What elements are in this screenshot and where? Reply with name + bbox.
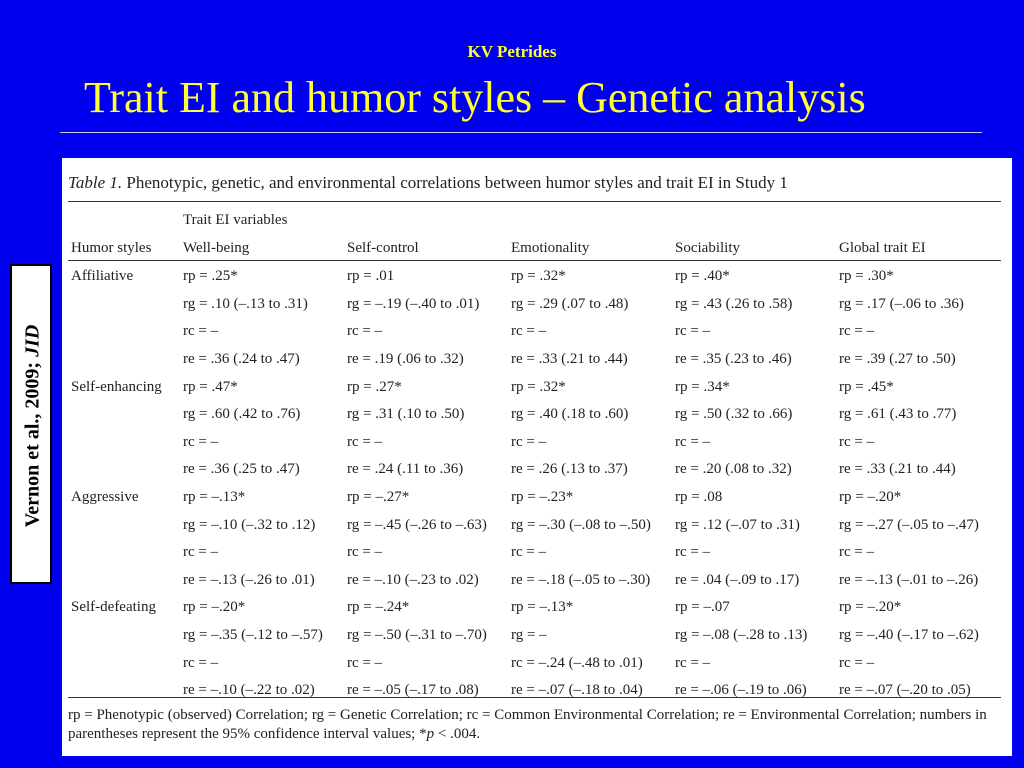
citation-authors: Vernon et al., 2009; [21, 356, 44, 528]
footnote-p: p [426, 726, 435, 742]
humor-style-blank [68, 677, 180, 705]
cell-global-trait-ei: rg = –.40 (–.17 to –.62) [839, 627, 979, 644]
table-row [68, 373, 1003, 401]
cell-global-trait-ei: rp = –.20* [839, 599, 902, 616]
cell-well-being: rg = .10 (–.13 to .31) [183, 295, 308, 312]
title-rule [60, 132, 982, 133]
cell-global-trait-ei: rp = .45* [839, 378, 894, 395]
cell-self-control: rc = – [347, 544, 383, 561]
cell-sociability: re = .04 (–.09 to .17) [675, 571, 800, 588]
col-head-humor-styles: Humor styles [71, 240, 152, 256]
col-head-sociability: Sociability [675, 240, 740, 256]
humor-style-blank [68, 622, 180, 650]
col-head-self-control: Self-control [347, 240, 419, 256]
cell-sociability: rc = – [675, 323, 711, 340]
table-caption-label: Table 1. [68, 173, 123, 192]
table-row [68, 622, 1003, 650]
group-header: Trait EI variables [183, 212, 288, 228]
slide-author: KV Petrides [467, 42, 557, 61]
footnote-tail: < .004. [434, 726, 481, 742]
table-row [68, 511, 1003, 539]
slide-title: Trait EI and humor styles – Genetic analysis [84, 73, 866, 122]
table-row [68, 677, 1003, 705]
cell-self-control: rc = – [347, 323, 383, 340]
cell-well-being: rp = –.20* [183, 599, 246, 616]
cell-well-being: rc = – [183, 544, 219, 561]
cell-self-control: re = –.05 (–.17 to .08) [347, 682, 479, 699]
cell-well-being: rp = .47* [183, 378, 238, 395]
table-panel [62, 158, 1012, 756]
cell-well-being: rp = .25* [183, 268, 238, 285]
cell-well-being: re = –.10 (–.22 to .02) [183, 682, 315, 699]
cell-well-being: rp = –.13* [183, 489, 246, 506]
col-head-global-trait-ei: Global trait EI [839, 240, 926, 256]
correlation-table [68, 263, 1003, 705]
cell-self-control: rg = –.45 (–.26 to –.63) [347, 516, 487, 533]
cell-sociability: rc = – [675, 433, 711, 450]
cell-sociability: rc = – [675, 654, 711, 671]
cell-emotionality: rp = .32* [511, 378, 566, 395]
cell-global-trait-ei: re = –.13 (–.01 to –.26) [839, 571, 979, 588]
cell-well-being: rg = .60 (.42 to .76) [183, 406, 301, 423]
table-row [68, 456, 1003, 484]
humor-style-blank [68, 346, 180, 374]
cell-well-being: rg = –.10 (–.32 to .12) [183, 516, 316, 533]
cell-global-trait-ei: rc = – [839, 544, 875, 561]
table-row [68, 346, 1003, 374]
humor-style-label: Affiliative [71, 268, 134, 285]
cell-self-control: rp = –.27* [347, 489, 410, 506]
table-row [68, 539, 1003, 567]
cell-global-trait-ei: rp = .30* [839, 268, 894, 285]
table-footnote [68, 706, 1008, 744]
cell-emotionality: rp = –.23* [511, 489, 574, 506]
col-head-well-being: Well-being [183, 240, 250, 256]
cell-emotionality: rp = –.13* [511, 599, 574, 616]
cell-well-being: rc = – [183, 433, 219, 450]
cell-self-control: rc = – [347, 433, 383, 450]
cell-sociability: rg = .12 (–.07 to .31) [675, 516, 800, 533]
cell-emotionality: rp = .32* [511, 268, 566, 285]
cell-global-trait-ei: rc = – [839, 433, 875, 450]
humor-style-blank [68, 456, 180, 484]
humor-style-blank [68, 567, 180, 595]
cell-well-being: re = .36 (.24 to .47) [183, 351, 300, 368]
table-row [68, 429, 1003, 457]
humor-style-blank [68, 539, 180, 567]
humor-style-blank [68, 318, 180, 346]
cell-well-being: rc = – [183, 323, 219, 340]
cell-emotionality: rc = – [511, 544, 547, 561]
humor-style-blank [68, 511, 180, 539]
cell-emotionality: rg = –.30 (–.08 to –.50) [511, 516, 651, 533]
cell-sociability: rp = .08 [675, 489, 723, 506]
cell-global-trait-ei: rc = – [839, 323, 875, 340]
cell-well-being: rg = –.35 (–.12 to –.57) [183, 627, 323, 644]
table-caption [68, 173, 788, 193]
cell-self-control: rc = – [347, 654, 383, 671]
cell-global-trait-ei: rc = – [839, 654, 875, 671]
cell-sociability: re = .20 (.08 to .32) [675, 461, 792, 478]
humor-style-blank [68, 401, 180, 429]
table-row [68, 318, 1003, 346]
humor-style-label: Self-enhancing [71, 378, 162, 395]
table-row [68, 567, 1003, 595]
cell-self-control: rp = .27* [347, 378, 402, 395]
cell-emotionality: rg = – [511, 627, 547, 644]
cell-self-control: re = .19 (.06 to .32) [347, 351, 464, 368]
table-row [68, 263, 1003, 291]
cell-global-trait-ei: re = –.07 (–.20 to .05) [839, 682, 971, 699]
cell-sociability: re = .35 (.23 to .46) [675, 351, 792, 368]
cell-emotionality: re = –.07 (–.18 to .04) [511, 682, 643, 699]
citation-box [10, 264, 52, 584]
cell-sociability: re = –.06 (–.19 to .06) [675, 682, 807, 699]
cell-emotionality: re = –.18 (–.05 to –.30) [511, 571, 651, 588]
header-rule [68, 260, 1001, 261]
cell-sociability: rg = .50 (.32 to .66) [675, 406, 793, 423]
humor-style-blank [68, 649, 180, 677]
table-row [68, 484, 1003, 512]
cell-global-trait-ei: rg = .61 (.43 to .77) [839, 406, 957, 423]
table-caption-text: Phenotypic, genetic, and environmental correlations between humor styles and trait EI in Study 1 [122, 173, 788, 192]
cell-self-control: rg = –.50 (–.31 to –.70) [347, 627, 487, 644]
top-rule [68, 201, 1001, 202]
footnote-main: rp = Phenotypic (observed) Correlation; rg = Genetic Correlation; rc = Common Environmental Correlation; re = Environmental Correlation; numbers in parentheses represent the 95% confidence interval values; * [68, 707, 987, 742]
cell-sociability: rc = – [675, 544, 711, 561]
table-row [68, 649, 1003, 677]
cell-well-being: re = .36 (.25 to .47) [183, 461, 300, 478]
cell-emotionality: re = .26 (.13 to .37) [511, 461, 628, 478]
cell-emotionality: rc = – [511, 323, 547, 340]
cell-emotionality: rg = .29 (.07 to .48) [511, 295, 629, 312]
cell-sociability: rp = .34* [675, 378, 730, 395]
humor-style-label: Self-defeating [71, 599, 156, 616]
humor-style-blank [68, 291, 180, 319]
cell-emotionality: rg = .40 (.18 to .60) [511, 406, 629, 423]
col-head-emotionality: Emotionality [511, 240, 590, 256]
cell-global-trait-ei: rg = .17 (–.06 to .36) [839, 295, 964, 312]
cell-well-being: re = –.13 (–.26 to .01) [183, 571, 315, 588]
cell-sociability: rg = .43 (.26 to .58) [675, 295, 793, 312]
citation-text [22, 325, 45, 528]
cell-self-control: rp = –.24* [347, 599, 410, 616]
bottom-rule [68, 697, 1001, 698]
cell-emotionality: rc = –.24 (–.48 to .01) [511, 654, 643, 671]
cell-self-control: rg = –.19 (–.40 to .01) [347, 295, 480, 312]
cell-self-control: rp = .01 [347, 268, 395, 285]
table-row [68, 401, 1003, 429]
cell-emotionality: re = .33 (.21 to .44) [511, 351, 628, 368]
cell-self-control: rg = .31 (.10 to .50) [347, 406, 465, 423]
table-row [68, 594, 1003, 622]
cell-global-trait-ei: rg = –.27 (–.05 to –.47) [839, 516, 979, 533]
cell-self-control: re = .24 (.11 to .36) [347, 461, 464, 478]
cell-sociability: rp = .40* [675, 268, 730, 285]
cell-global-trait-ei: re = .39 (.27 to .50) [839, 351, 956, 368]
cell-sociability: rg = –.08 (–.28 to .13) [675, 627, 808, 644]
table-row [68, 291, 1003, 319]
cell-global-trait-ei: re = .33 (.21 to .44) [839, 461, 956, 478]
humor-style-blank [68, 429, 180, 457]
cell-global-trait-ei: rp = –.20* [839, 489, 902, 506]
cell-emotionality: rc = – [511, 433, 547, 450]
cell-well-being: rc = – [183, 654, 219, 671]
cell-sociability: rp = –.07 [675, 599, 730, 616]
citation-journal: JID [21, 324, 44, 357]
cell-self-control: re = –.10 (–.23 to .02) [347, 571, 479, 588]
humor-style-label: Aggressive [71, 489, 139, 506]
